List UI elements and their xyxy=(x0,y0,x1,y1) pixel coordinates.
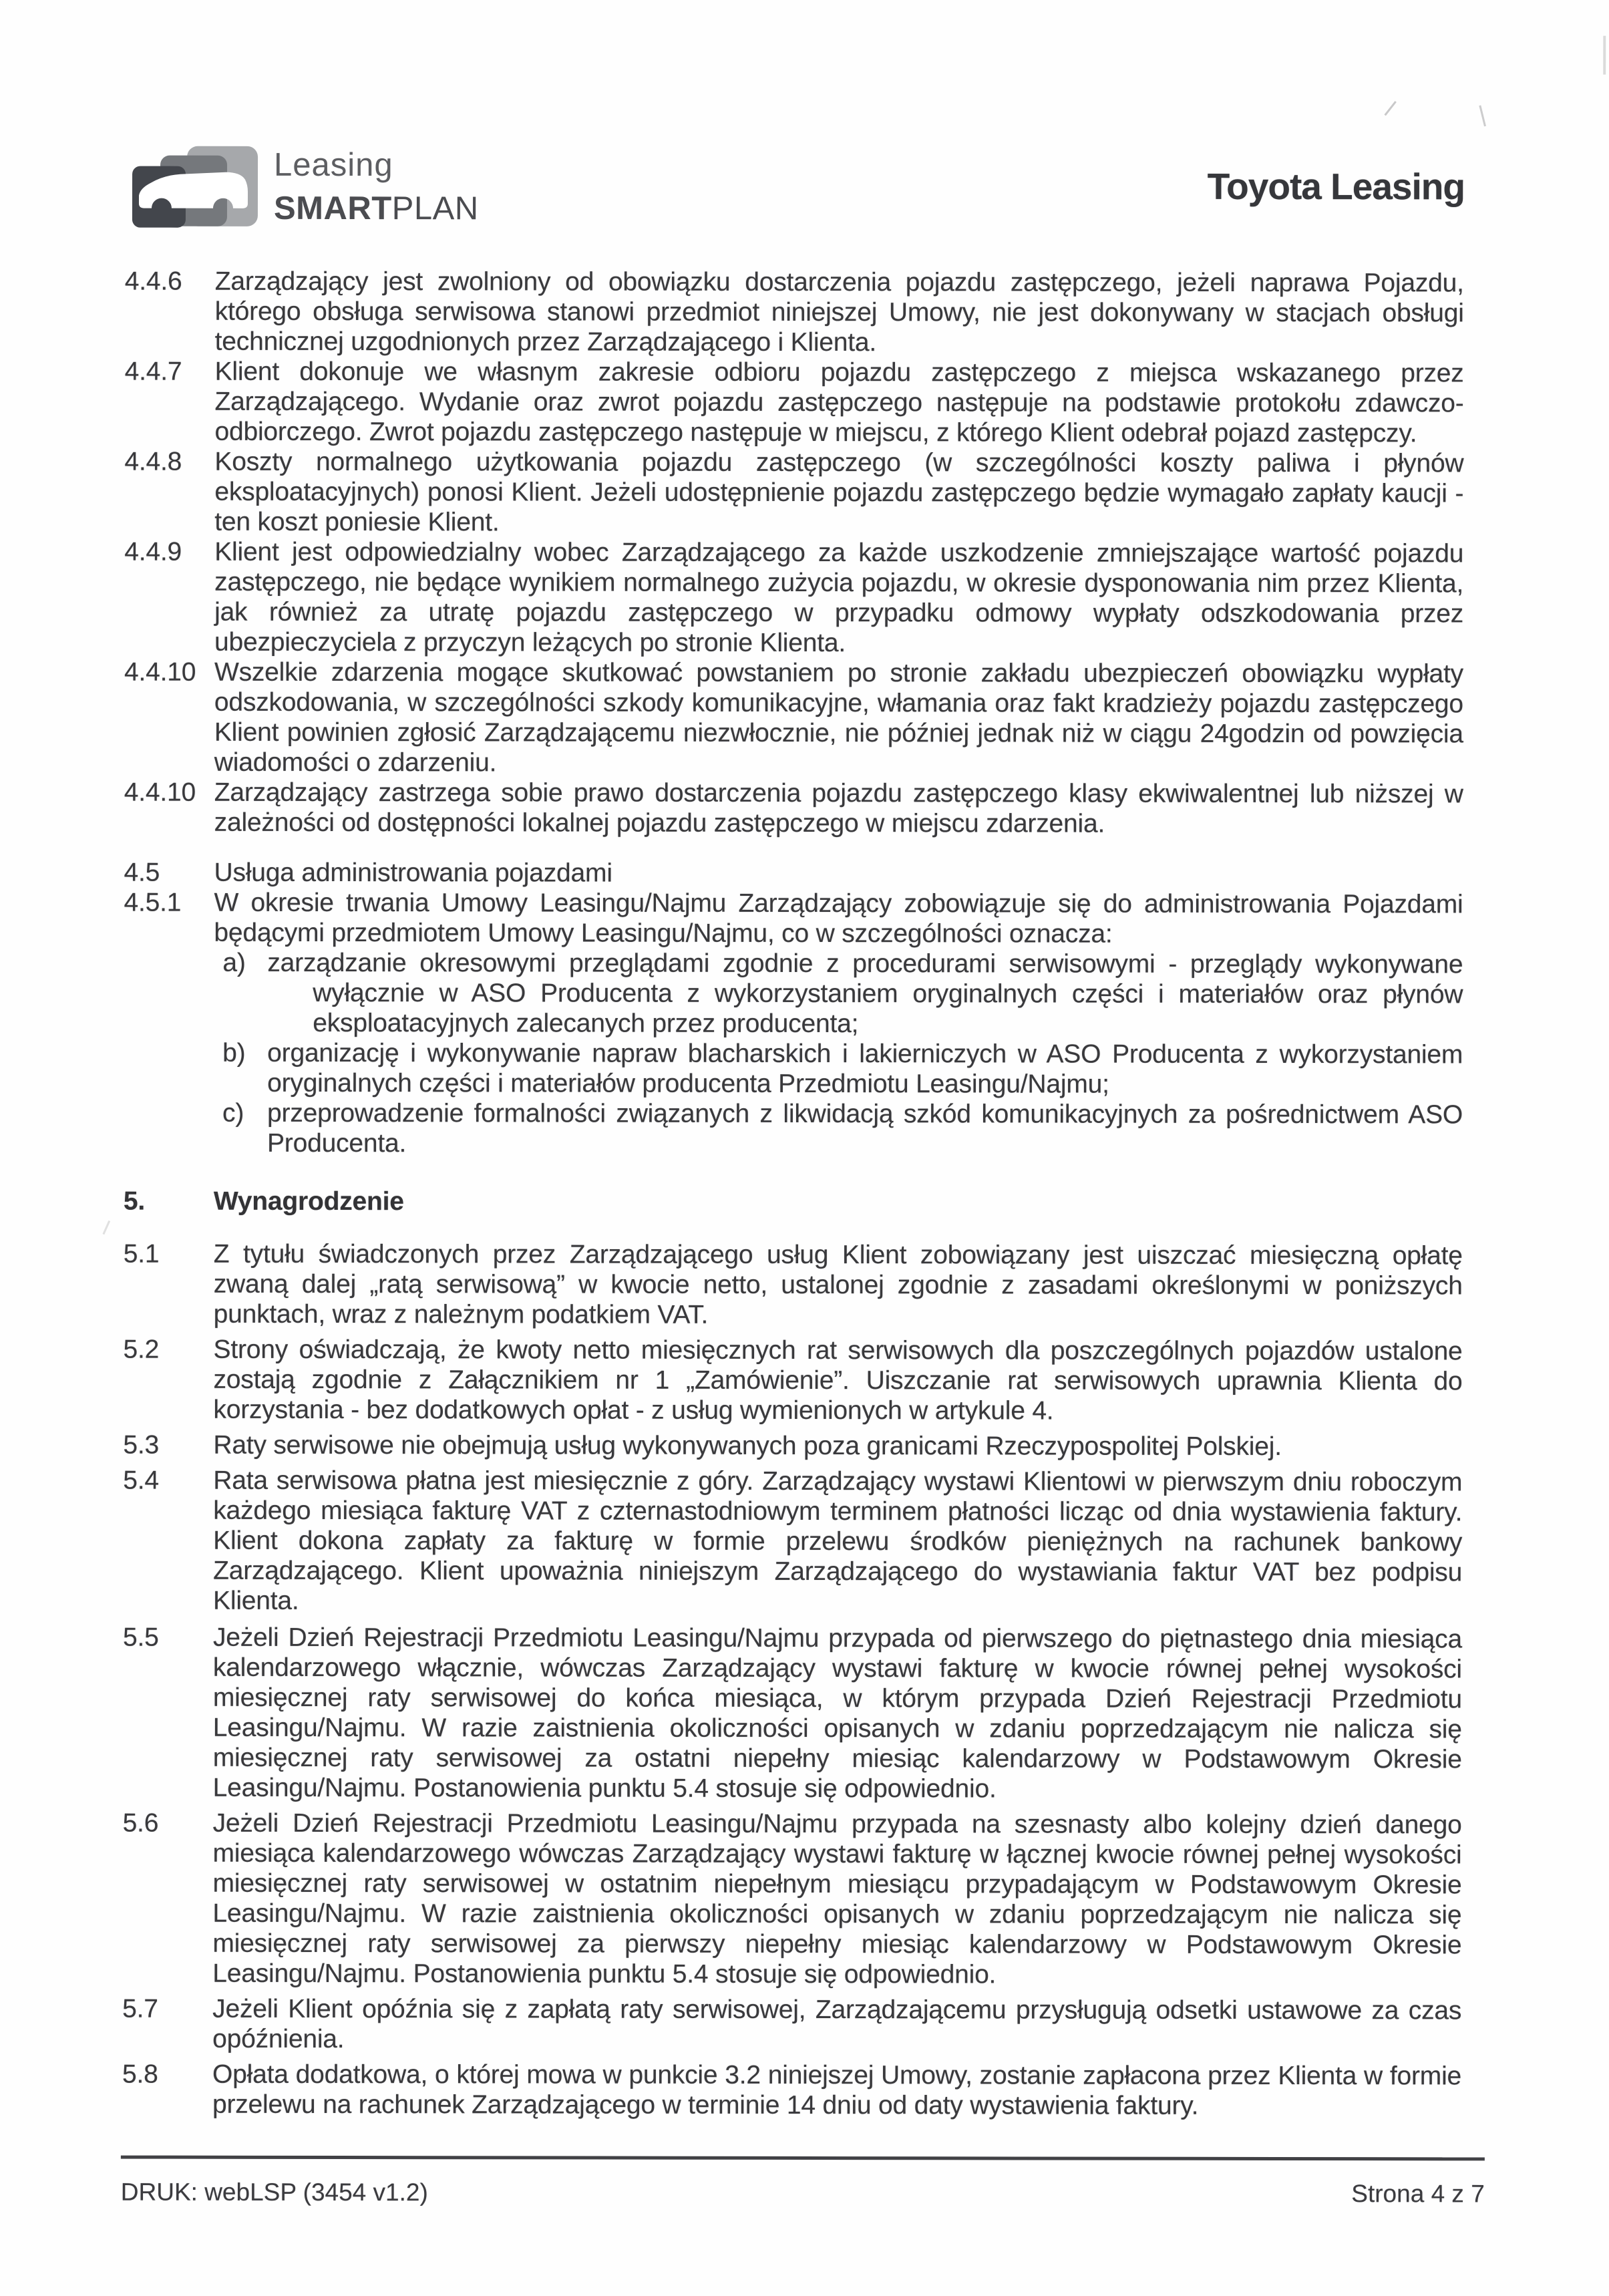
clause-text: Wszelkie zdarzenia mogące skutkować powstaniem po stronie zakładu ubezpieczeń obowiązku wypłaty odszkodowania, w szczególności szkody komunikacyjne, włamania oraz fakt kradzieży pojazdu zastępczego Klient powinien zgłosić Zarządzającemu niezwłocznie, nie później jednak niż w ciągu 24godzin od powzięcia wiadomości o zdarzeniu. xyxy=(214,657,1464,778)
clause-body xyxy=(214,1239,1463,1331)
logo-smart-part: SMART xyxy=(273,190,392,227)
clause-number: 4.4.10 xyxy=(124,778,196,807)
clause-body xyxy=(214,357,1463,449)
clause-number: 5. xyxy=(123,1186,146,1216)
clause-body xyxy=(212,1994,1461,2056)
car-logo-icon xyxy=(127,140,259,232)
clause-number: 5.4 xyxy=(123,1466,159,1495)
clause-row xyxy=(123,1466,1462,1618)
clause-body xyxy=(214,447,1463,539)
clause-number: 4.5.1 xyxy=(124,888,182,917)
clause-text: Usługa administrowania pojazdami xyxy=(214,858,612,888)
logo-plan-part: PLAN xyxy=(391,190,479,227)
clause-body xyxy=(214,537,1463,659)
clause-row xyxy=(122,1994,1461,2056)
clause-number: 4.5 xyxy=(124,858,160,887)
clause-row xyxy=(122,1808,1461,1991)
clause-number: 5.5 xyxy=(122,1623,159,1652)
clause-body xyxy=(214,1186,1463,1218)
footer-divider xyxy=(121,2156,1485,2161)
clause-number: 5.7 xyxy=(122,1994,158,2023)
clause-number: 4.4.8 xyxy=(124,447,182,476)
subitem-letter: b) xyxy=(222,1038,246,1068)
subitem-row xyxy=(214,948,1463,1040)
subitem-row xyxy=(214,1098,1463,1160)
toyota-leasing-brand: Toyota Leasing xyxy=(1207,165,1465,208)
subitem-text: zarządzanie okresowymi przeglądami zgodnie z procedurami serwisowymi - przeglądy wykonywane wyłącznie w ASO Producenta z wykorzystaniem oryginalnych części i materiałów oraz płynów eksploatacyjnych zalecanych przez producenta; xyxy=(267,948,1463,1039)
logo-text xyxy=(274,140,479,225)
scan-artifact xyxy=(1479,106,1486,127)
clause-row xyxy=(124,858,1463,890)
scan-artifact xyxy=(102,1220,110,1235)
clause-row xyxy=(122,2060,1461,2122)
clause-text: Z tytułu świadczonych przez Zarządzającego usług Klient zobowiązany jest uiszczać miesięczną opłatę zwaną dalej „ratą serwisową” w kwocie netto, ustalonej zgodnie z zasadami określonymi w poniższych punktach, wraz z należnym podatkiem VAT. xyxy=(213,1239,1463,1329)
clause-number: 4.4.7 xyxy=(124,357,182,386)
smartplan-logo xyxy=(127,140,479,232)
clause-body xyxy=(214,888,1463,1160)
section-heading-row xyxy=(124,1186,1463,1218)
clause-body xyxy=(213,1623,1462,1805)
clause-text: Koszty normalnego użytkowania pojazdu zastępczego (w szczególności koszty paliwa i płynów eksploatacyjnych) ponosi Klient. Jeżeli udostępnienie pojazdu zastępczego będzie wymagało zapłaty kaucji - ten koszt poniesie Klient. xyxy=(214,447,1464,537)
clause-row xyxy=(124,537,1463,659)
clause-text: Opłata dodatkowa, o której mowa w punkcie 3.2 niniejszej Umowy, zostanie zapłacona przez Klienta w formie przelewu na rachunek Zarządzającego w terminie 14 dniu od daty wystawienia faktury. xyxy=(212,2060,1462,2120)
clause-text: Raty serwisowe nie obejmują usług wykonywanych poza granicami Rzeczypospolitej Polskiej. xyxy=(213,1430,1282,1461)
clause-text: Strony oświadczają, że kwoty netto miesięcznych rat serwisowych dla poszczególnych pojazdów ustalone zostają zgodnie z Załącznikiem nr 1 „Zamówienie”. Uiszczanie rat serwisowych uprawnia Klienta do korzystania - bez dodatkowych opłat - z usług wymienionych w artykule 4. xyxy=(213,1335,1463,1426)
subitem-letter: c) xyxy=(222,1098,244,1128)
clause-row xyxy=(123,1623,1462,1805)
scan-artifact xyxy=(1603,36,1606,75)
clause-row xyxy=(124,888,1463,1160)
clause-body xyxy=(215,267,1464,359)
clause-text: Jeżeli Klient opóźnia się z zapłatą raty serwisowej, Zarządzającemu przysługują odsetki ustawowe za czas opóźnienia. xyxy=(212,1994,1462,2054)
clause-body xyxy=(212,1808,1461,1991)
clause-row xyxy=(124,657,1463,780)
clause-body xyxy=(213,1430,1462,1462)
clause-body xyxy=(214,778,1463,840)
clause-text: Zarządzający zastrzega sobie prawo dostarczenia pojazdu zastępczego klasy ekwiwalentnej lub niższej w zależności od dostępności lokalnej pojazdu zastępczego w miejscu zdarzenia. xyxy=(214,778,1463,838)
footer-print-code: DRUK: webLSP (3454 v1.2) xyxy=(120,2178,428,2206)
clause-text: Klient dokonuje we własnym zakresie odbioru pojazdu zastępczego z miejsca wskazanego przez Zarządzającego. Wydanie oraz zwrot pojazdu zastępczego następuje na podstawie protokołu zdawczo-odbiorczego. Zwrot pojazdu zastępczego następuje w miejscu, z którego Klient odebrał pojazd zastępczy. xyxy=(214,357,1464,448)
subitem-row xyxy=(214,1038,1463,1100)
clause-row xyxy=(124,447,1463,539)
clause-number: 5.1 xyxy=(123,1239,160,1269)
clause-row xyxy=(124,1239,1463,1331)
clause-number: 4.4.10 xyxy=(124,657,196,687)
clauses xyxy=(122,267,1464,2122)
clause-text: Jeżeli Dzień Rejestracji Przedmiotu Leasingu/Najmu przypada na szesnasty albo kolejny dzień danego miesiąca kalendarzowego wówczas Zarządzający wystawi fakturę w łącznej kwocie równej pełnej wysokości miesięcznej raty serwisowej w ostatnim niepełnym miesiącu przypadającym w Podstawowym Okresie Leasingu/Najmu. W razie zaistnienia okoliczności opisanych w zdaniu poprzedzającym nie nalicza się miesięcznej raty serwisowej za pierwszy niepełny miesiąc kalendarzowy w Podstawowym Okresie Leasingu/Najmu. Postanowienia punktu 5.4 stosuje się odpowiednio. xyxy=(212,1808,1462,1989)
footer-page-number: Strona 4 z 7 xyxy=(1351,2180,1485,2208)
clause-row xyxy=(125,267,1464,359)
clause-text: Wynagrodzenie xyxy=(213,1186,404,1216)
clause-number: 4.4.6 xyxy=(124,267,182,296)
logo-leasing-label: Leasing xyxy=(274,146,393,184)
clause-body xyxy=(214,858,1463,890)
clause-number: 4.4.9 xyxy=(124,537,182,566)
footer xyxy=(121,2178,1485,2208)
clause-text: Rata serwisowa płatna jest miesięcznie z góry. Zarządzający wystawi Klientowi w pierwszym dniu roboczym każdego miesiąca fakturę VAT z czternastodniowym terminem płatności licząc od dnia wystawienia faktury. Klient dokona zapłaty za fakturę w formie przelewu środków pieniężnych na rachunek bankowy Zarządzającego. Klient upoważnia niniejszym Zarządzającego do wystawiania faktur VAT bez podpisu Klienta. xyxy=(213,1466,1463,1615)
clause-text: Klient jest odpowiedzialny wobec Zarządzającego za każde uszkodzenie zmniejszające wartość pojazdu zastępczego, nie będące wynikiem normalnego zużycia pojazdu, w okresie dysponowania nim przez Klienta, jak również za utratę pojazdu zastępczego w przypadku odmowy wypłaty odszkodowania przez ubezpieczyciela z przyczyn leżących po stronie Klienta. xyxy=(214,537,1464,658)
clause-number: 5.8 xyxy=(122,2060,158,2089)
subitem-text: przeprowadzenie formalności związanych z likwidacją szkód komunikacyjnych za pośrednictwem ASO Producenta. xyxy=(266,1098,1463,1158)
clause-row xyxy=(123,1335,1462,1427)
clause-text: Zarządzający jest zwolniony od obowiązku dostarczenia pojazdu zastępczego, jeżeli naprawa Pojazdu, którego obsługa serwisowa stanowi przedmiot niniejszej Umowy, nie jest dokonywany w stacjach obsługi technicznej uzgodnionych przez Zarządzającego i Klienta. xyxy=(214,267,1464,357)
clause-body xyxy=(213,1466,1462,1618)
clause-row xyxy=(124,778,1463,840)
clause-number: 5.3 xyxy=(123,1430,160,1460)
clause-body xyxy=(212,2060,1461,2122)
clause-body xyxy=(214,657,1463,780)
clause-text: Jeżeli Dzień Rejestracji Przedmiotu Leasingu/Najmu przypada od pierwszego do piętnastego dnia miesiąca kalendarzowego włącznie, wówczas Zarządzający wystawi fakturę w kwocie równej pełnej wysokości miesięcznej raty serwisowej do końca miesiąca, w którym przypada Dzień Rejestracji Przedmiotu Leasingu/Najmu. W razie zaistnienia okoliczności opisanych w zdaniu poprzedzającym nie nalicza się miesięcznej raty serwisowej za ostatni niepełny miesiąc kalendarzowy w Podstawowym Okresie Leasingu/Najmu. Postanowienia punktu 5.4 stosuje się odpowiednio. xyxy=(212,1623,1463,1804)
clause-row xyxy=(123,1430,1462,1462)
subitem-text: organizację i wykonywanie napraw blacharskich i lakierniczych w ASO Producenta z wykorzystaniem oryginalnych części i materiałów producenta Przedmiotu Leasingu/Najmu; xyxy=(267,1038,1463,1099)
clause-number: 5.6 xyxy=(122,1808,159,1838)
clause-text: W okresie trwania Umowy Leasingu/Najmu Zarządzający zobowiązuje się do administrowania Pojazdami będącymi przedmiotem Umowy Leasingu/Najmu, co w szczególności oznacza: xyxy=(214,888,1463,949)
clause-number: 5.2 xyxy=(123,1335,160,1364)
scan-artifact xyxy=(1384,101,1396,116)
subitem-letter: a) xyxy=(222,948,246,977)
logo-smartplan-label xyxy=(274,192,479,225)
clause-row xyxy=(124,357,1463,449)
clause-body xyxy=(213,1335,1462,1427)
